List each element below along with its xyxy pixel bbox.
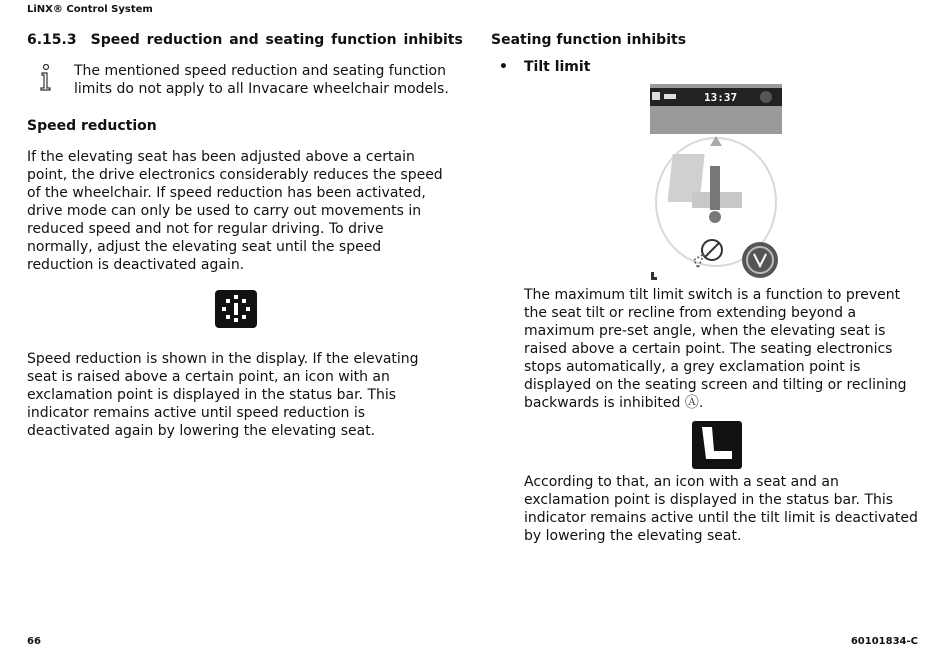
- info-icon: [36, 64, 56, 92]
- section-heading: [27, 32, 463, 48]
- section-number: 6.15.3: [27, 32, 77, 48]
- seating-inhibits-heading: Seating function inhibits: [491, 32, 687, 48]
- seat-exclamation-status-icon: [692, 421, 742, 469]
- screen-clock: 13:37: [704, 91, 738, 104]
- running-header: LiNX® Control System: [27, 4, 153, 15]
- page-number: 66: [27, 636, 41, 647]
- seating-screen-illustration: [650, 84, 782, 282]
- bullet-tilt-limit: • Tilt limit: [499, 59, 591, 75]
- bullet-label: Tilt limit: [524, 59, 591, 75]
- note-text: The mentioned speed reduction and seating function limits do not apply to all Invacare wheelchair models.: [74, 63, 449, 97]
- speed-reduction-heading: Speed reduction: [27, 118, 157, 134]
- speed-reduction-display-paragraph: Speed reduction is shown in the display. If the elevating seat is raised above a certain point, an icon with an exclamation point is displayed in the status bar. This indicator remains active until speed reduction is deactivated again by lowering the elevating seat.: [27, 351, 419, 439]
- tilt-limit-paragraph: The maximum tilt limit switch is a function to prevent the seat tilt or recline from extending beyond a maximum pre-set angle, when the elevating seat is raised above a certain point. The seating electronics stops automatically, a grey exclamation point is displayed on the seating screen and tilting or reclining backwards is inhibited Ⓐ.: [524, 287, 907, 411]
- speed-reduction-paragraph: If the elevating seat has been adjusted above a certain point, the drive electronics considerably reduces the speed of the wheelchair. If speed reduction has been activated, drive mode can only be used to carry out movements in reduced speed and not for regular driving. To drive normally, adjust the elevating seat until the speed reduction is deactivated again.: [27, 149, 443, 273]
- document-number: 60101834-C: [850, 636, 918, 647]
- section-title: Speed reduction and seating function inhibits: [90, 32, 463, 48]
- tilt-status-paragraph: According to that, an icon with a seat and an exclamation point is displayed in the status bar. This indicator remains active until the tilt limit is deactivated by lowering the elevating seat.: [524, 474, 918, 544]
- speed-reduction-status-icon: [215, 290, 257, 328]
